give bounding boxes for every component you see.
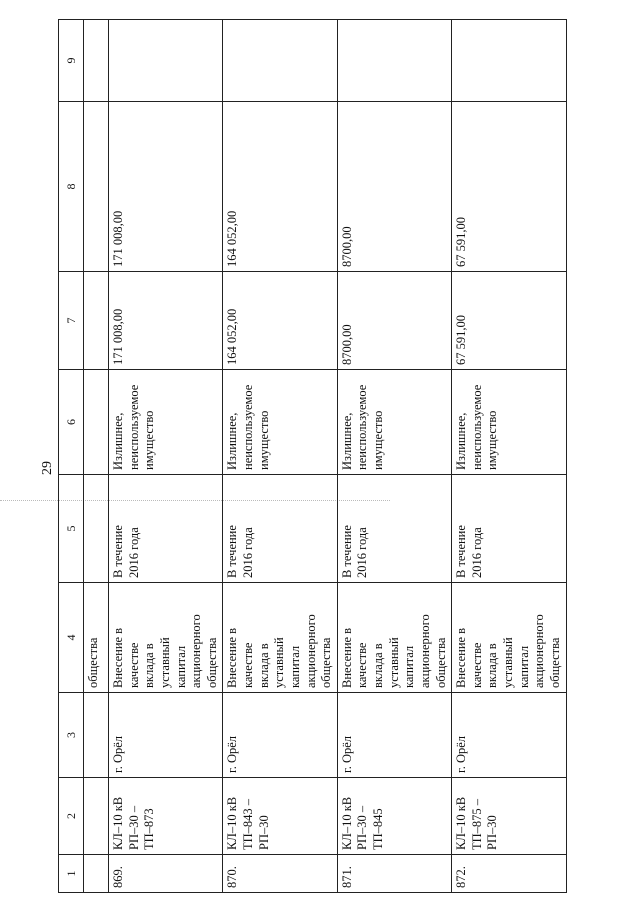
header-cell: 8 xyxy=(59,102,84,272)
object-name: КЛ–10 кВ РП–30 – ТП–873 xyxy=(109,778,223,855)
row-number: 870. xyxy=(223,855,337,893)
privatization-method: Внесение в качестве вклада в уставный капитал акционерного общества xyxy=(452,583,566,693)
header-cell: 5 xyxy=(59,475,84,583)
value-col8: 171 008,00 xyxy=(109,102,223,272)
object-name: КЛ–10 кВ ТП–843 – РП–30 xyxy=(223,778,337,855)
header-cell: 4 xyxy=(59,583,84,693)
col9-cell xyxy=(223,20,337,102)
continuation-row xyxy=(84,20,109,893)
value-col8: 8700,00 xyxy=(337,102,451,272)
header-cell: 9 xyxy=(59,20,84,102)
reason: Излишнее, неиспользуемое имущество xyxy=(337,370,451,475)
header-cell: 3 xyxy=(59,693,84,778)
continuation-text: общества xyxy=(84,583,109,693)
value-col7: 67 591,00 xyxy=(452,272,566,370)
value-col7: 171 008,00 xyxy=(109,272,223,370)
reason: Излишнее, неиспользуемое имущество xyxy=(109,370,223,475)
row-number: 872. xyxy=(452,855,566,893)
location: г. Орёл xyxy=(337,693,451,778)
header-cell: 1 xyxy=(59,855,84,893)
term: В течение 2016 года xyxy=(223,475,337,583)
location: г. Орёл xyxy=(109,693,223,778)
table-row xyxy=(109,20,223,893)
table-row xyxy=(452,20,566,893)
col9-cell xyxy=(109,20,223,102)
value-col7: 8700,00 xyxy=(337,272,451,370)
header-cell: 6 xyxy=(59,370,84,475)
term: В течение 2016 года xyxy=(337,475,451,583)
table-row xyxy=(337,20,451,893)
reason: Излишнее, неиспользуемое имущество xyxy=(452,370,566,475)
term: В течение 2016 года xyxy=(109,475,223,583)
col9-cell xyxy=(452,20,566,102)
header-row xyxy=(59,20,84,893)
term: В течение 2016 года xyxy=(452,475,566,583)
object-name: КЛ–10 кВ РП–30 – ТП–845 xyxy=(337,778,451,855)
privatization-method: Внесение в качестве вклада в уставный капитал акционерного общества xyxy=(337,583,451,693)
privatization-method: Внесение в качестве вклада в уставный капитал акционерного общества xyxy=(223,583,337,693)
value-col8: 164 052,00 xyxy=(223,102,337,272)
location: г. Орёл xyxy=(452,693,566,778)
page-number: 29 xyxy=(40,461,55,475)
reason: Излишнее, неиспользуемое имущество xyxy=(223,370,337,475)
value-col7: 164 052,00 xyxy=(223,272,337,370)
object-name: КЛ–10 кВ ТП–875 – РП–30 xyxy=(452,778,566,855)
col9-cell xyxy=(337,20,451,102)
header-cell: 7 xyxy=(59,272,84,370)
value-col8: 67 591,00 xyxy=(452,102,566,272)
table-row xyxy=(223,20,337,893)
privatization-method: Внесение в качестве вклада в уставный капитал акционерного общества xyxy=(109,583,223,693)
row-number: 871. xyxy=(337,855,451,893)
property-table xyxy=(58,19,567,893)
row-number: 869. xyxy=(109,855,223,893)
location: г. Орёл xyxy=(223,693,337,778)
header-cell: 2 xyxy=(59,778,84,855)
